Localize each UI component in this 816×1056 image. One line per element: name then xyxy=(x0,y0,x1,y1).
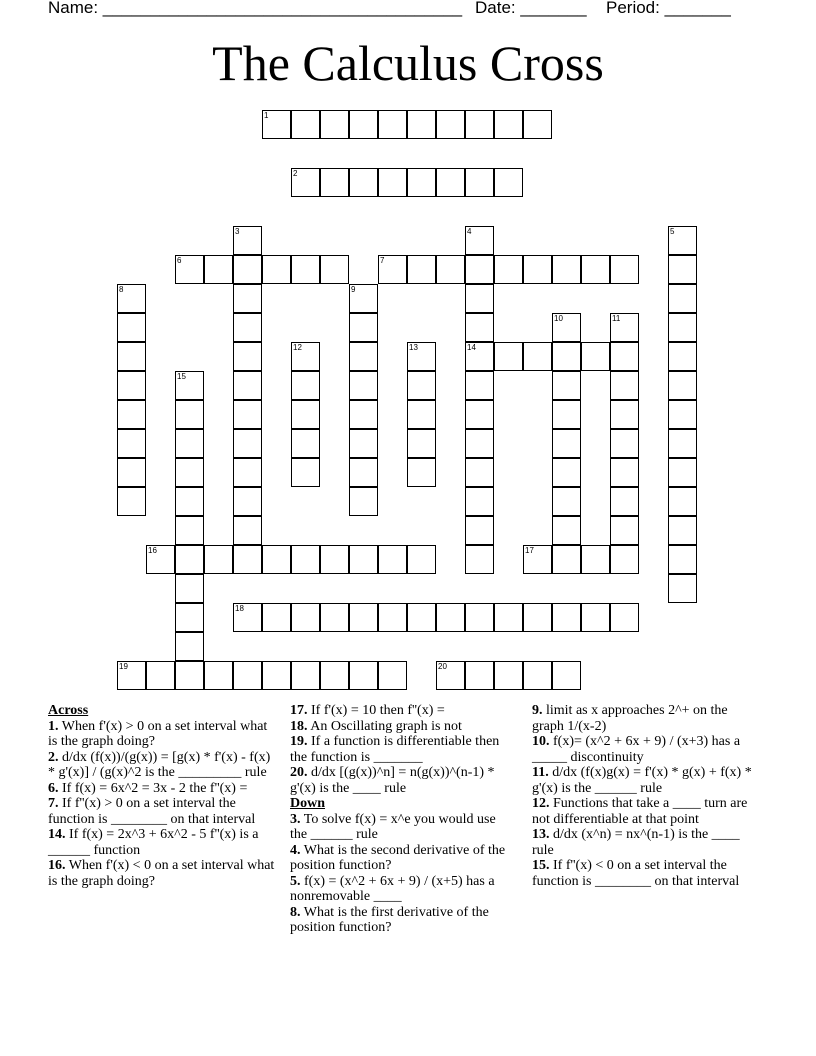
grid-cell[interactable] xyxy=(668,516,697,545)
grid-cell[interactable] xyxy=(552,516,581,545)
page-title: The Calculus Cross xyxy=(212,35,604,91)
grid-cell[interactable] xyxy=(117,313,146,342)
grid-cell[interactable] xyxy=(552,429,581,458)
grid-cell[interactable] xyxy=(465,603,494,632)
grid-cell[interactable] xyxy=(175,371,204,400)
grid-cell[interactable] xyxy=(291,458,320,487)
grid-cell[interactable] xyxy=(465,110,494,139)
grid-cell[interactable] xyxy=(465,284,494,313)
clue-number-label: 12. xyxy=(532,796,550,811)
grid-cell[interactable] xyxy=(320,110,349,139)
clue-item xyxy=(290,874,515,905)
grid-cell[interactable] xyxy=(407,168,436,197)
grid-cell[interactable] xyxy=(175,661,204,690)
grid-cell[interactable] xyxy=(523,110,552,139)
grid-cell[interactable] xyxy=(320,661,349,690)
grid-cell[interactable] xyxy=(349,661,378,690)
clue-number: 5 xyxy=(670,227,675,236)
grid-cell[interactable] xyxy=(291,255,320,284)
grid-cell[interactable] xyxy=(291,603,320,632)
grid-cell[interactable] xyxy=(407,400,436,429)
grid-cell[interactable] xyxy=(378,255,407,284)
grid-cell[interactable] xyxy=(494,603,523,632)
clue-item xyxy=(290,703,515,719)
clue-number: 2 xyxy=(293,169,298,178)
grid-cell[interactable] xyxy=(610,458,639,487)
grid-cell[interactable] xyxy=(349,400,378,429)
grid-cell[interactable] xyxy=(552,661,581,690)
clue-column-3 xyxy=(532,703,760,889)
clue-item xyxy=(48,827,278,858)
date-field[interactable]: Date: _______ xyxy=(475,0,587,17)
grid-cell[interactable] xyxy=(291,661,320,690)
grid-cell[interactable] xyxy=(146,545,175,574)
clue-number: 10 xyxy=(554,314,563,323)
grid-cell[interactable] xyxy=(291,342,320,371)
grid-cell[interactable] xyxy=(407,110,436,139)
grid-cell[interactable] xyxy=(233,545,262,574)
clue-number: 19 xyxy=(119,662,128,671)
grid-cell[interactable] xyxy=(436,661,465,690)
grid-cell[interactable] xyxy=(552,400,581,429)
grid-cell[interactable] xyxy=(465,342,494,371)
clue-number-label: 4. xyxy=(290,842,301,858)
grid-cell[interactable] xyxy=(436,603,465,632)
clue-text: What is the second derivative of the position function? xyxy=(290,842,506,873)
grid-cell[interactable] xyxy=(262,255,291,284)
clue-number-label: 11. xyxy=(532,765,549,780)
grid-cell[interactable] xyxy=(610,516,639,545)
grid-cell[interactable] xyxy=(349,545,378,574)
grid-cell[interactable] xyxy=(233,400,262,429)
grid-cell[interactable] xyxy=(146,661,175,690)
grid-cell[interactable] xyxy=(378,661,407,690)
grid-cell[interactable] xyxy=(233,342,262,371)
grid-cell[interactable] xyxy=(668,255,697,284)
grid-cell[interactable] xyxy=(610,255,639,284)
grid-cell[interactable] xyxy=(175,255,204,284)
grid-cell[interactable] xyxy=(349,284,378,313)
clue-text: If f''(x) < 0 on a set interval the function is ________ on that interval xyxy=(532,858,740,889)
grid-cell[interactable] xyxy=(175,400,204,429)
clue-number-label: 15. xyxy=(532,858,550,873)
clue-text: If f(x) = 2x^3 + 6x^2 - 5 f''(x) is a ______ function xyxy=(48,827,259,858)
clue-text: f(x)= (x^2 + 6x + 9) / (x+3) has a _____ discontinuity xyxy=(532,734,741,765)
clue-number: 9 xyxy=(351,285,356,294)
grid-cell[interactable] xyxy=(407,255,436,284)
clue-item xyxy=(290,905,515,936)
clue-number: 16 xyxy=(148,546,157,555)
grid-cell[interactable] xyxy=(465,255,494,284)
grid-cell[interactable] xyxy=(117,487,146,516)
grid-cell[interactable] xyxy=(610,487,639,516)
clue-number-label: 8. xyxy=(290,904,301,920)
clue-column-2 xyxy=(290,703,515,936)
grid-cell[interactable] xyxy=(552,342,581,371)
grid-cell[interactable] xyxy=(117,371,146,400)
clue-item xyxy=(532,703,760,734)
clue-number-label: 14. xyxy=(48,827,66,842)
grid-cell[interactable] xyxy=(610,313,639,342)
clue-number-label: 10. xyxy=(532,734,550,749)
grid-cell[interactable] xyxy=(465,487,494,516)
grid-cell[interactable] xyxy=(465,661,494,690)
grid-cell[interactable] xyxy=(552,371,581,400)
clue-text: Functions that take a ____ turn are not differentiable at that point xyxy=(532,796,748,827)
grid-cell[interactable] xyxy=(407,371,436,400)
clue-text: What is the first derivative of the position function? xyxy=(290,904,489,935)
clue-number-label: 3. xyxy=(290,811,301,827)
grid-cell[interactable] xyxy=(349,110,378,139)
grid-cell[interactable] xyxy=(523,603,552,632)
grid-cell[interactable] xyxy=(175,545,204,574)
grid-cell[interactable] xyxy=(407,545,436,574)
clue-text: If a function is differentiable then the function is _______ xyxy=(290,734,500,765)
grid-cell[interactable] xyxy=(668,342,697,371)
grid-cell[interactable] xyxy=(117,400,146,429)
grid-cell[interactable] xyxy=(465,226,494,255)
clue-text: d/dx (x^n) = nx^(n-1) is the ____ rule xyxy=(532,827,740,858)
grid-cell[interactable] xyxy=(610,429,639,458)
clue-item xyxy=(532,796,760,827)
clue-item xyxy=(532,734,760,765)
clue-number: 11 xyxy=(612,314,621,323)
grid-cell[interactable] xyxy=(320,255,349,284)
grid-cell[interactable] xyxy=(581,545,610,574)
grid-cell[interactable] xyxy=(552,313,581,342)
grid-cell[interactable] xyxy=(494,342,523,371)
grid-cell[interactable] xyxy=(291,371,320,400)
grid-cell[interactable] xyxy=(349,371,378,400)
grid-cell[interactable] xyxy=(175,632,204,661)
grid-cell[interactable] xyxy=(117,284,146,313)
grid-cell[interactable] xyxy=(668,226,697,255)
grid-cell[interactable] xyxy=(581,603,610,632)
clue-item xyxy=(48,719,278,750)
clue-number: 14 xyxy=(467,343,476,352)
grid-cell[interactable] xyxy=(349,168,378,197)
grid-cell[interactable] xyxy=(465,313,494,342)
grid-cell[interactable] xyxy=(668,545,697,574)
clue-text: If f(x) = 6x^2 = 3x - 2 the f''(x) = xyxy=(58,780,248,796)
grid-cell[interactable] xyxy=(552,603,581,632)
clue-item xyxy=(48,796,278,827)
grid-cell[interactable] xyxy=(233,458,262,487)
grid-cell[interactable] xyxy=(465,371,494,400)
grid-cell[interactable] xyxy=(233,371,262,400)
grid-cell[interactable] xyxy=(465,400,494,429)
grid-cell[interactable] xyxy=(552,545,581,574)
clue-number: 7 xyxy=(380,256,385,265)
grid-cell[interactable] xyxy=(204,255,233,284)
grid-cell[interactable] xyxy=(523,255,552,284)
grid-cell[interactable] xyxy=(436,255,465,284)
grid-cell[interactable] xyxy=(175,458,204,487)
grid-cell[interactable] xyxy=(349,429,378,458)
grid-cell[interactable] xyxy=(407,342,436,371)
clue-number: 1 xyxy=(264,111,269,120)
clue-number: 13 xyxy=(409,343,418,352)
grid-cell[interactable] xyxy=(610,371,639,400)
clue-text: If f''(x) > 0 on a set interval the function is ________ on that interval xyxy=(48,796,256,827)
grid-cell[interactable] xyxy=(175,574,204,603)
grid-cell[interactable] xyxy=(610,400,639,429)
clue-number-label: 7. xyxy=(48,796,59,811)
grid-cell[interactable] xyxy=(523,545,552,574)
clue-number-label: 1. xyxy=(48,718,59,734)
clue-number: 3 xyxy=(235,227,240,236)
grid-cell[interactable] xyxy=(291,429,320,458)
clue-number: 20 xyxy=(438,662,447,671)
clue-text: limit as x approaches 2^+ on the graph 1/(x-2) xyxy=(532,703,728,734)
grid-cell[interactable] xyxy=(262,110,291,139)
grid-cell[interactable] xyxy=(668,487,697,516)
grid-cell[interactable] xyxy=(233,516,262,545)
grid-cell[interactable] xyxy=(668,371,697,400)
grid-cell[interactable] xyxy=(117,429,146,458)
clue-item xyxy=(48,750,278,781)
clue-item xyxy=(48,858,278,889)
grid-cell[interactable] xyxy=(117,661,146,690)
grid-cell[interactable] xyxy=(262,661,291,690)
grid-cell[interactable] xyxy=(233,313,262,342)
clue-number: 15 xyxy=(177,372,186,381)
grid-cell[interactable] xyxy=(378,168,407,197)
clue-number: 6 xyxy=(177,256,182,265)
clue-text: If f'(x) = 10 then f''(x) = xyxy=(307,703,445,718)
grid-cell[interactable] xyxy=(494,661,523,690)
grid-cell[interactable] xyxy=(668,574,697,603)
grid-cell[interactable] xyxy=(552,487,581,516)
grid-cell[interactable] xyxy=(233,255,262,284)
grid-cell[interactable] xyxy=(291,400,320,429)
grid-cell[interactable] xyxy=(320,168,349,197)
grid-cell[interactable] xyxy=(581,342,610,371)
clue-text: An Oscillating graph is not xyxy=(307,718,462,734)
clue-number-label: 16. xyxy=(48,858,66,873)
clue-number-label: 5. xyxy=(290,873,301,889)
grid-cell[interactable] xyxy=(407,603,436,632)
clue-number: 12 xyxy=(293,343,302,352)
clue-number: 8 xyxy=(119,285,124,294)
clue-item xyxy=(532,827,760,858)
grid-cell[interactable] xyxy=(436,168,465,197)
clue-number: 17 xyxy=(525,546,534,555)
period-field[interactable]: Period: _______ xyxy=(606,0,731,17)
clue-number-label: 2. xyxy=(48,749,59,765)
grid-cell[interactable] xyxy=(204,545,233,574)
grid-cell[interactable] xyxy=(378,603,407,632)
clue-text: When f'(x) > 0 on a set interval what is the graph doing? xyxy=(48,718,268,749)
grid-cell[interactable] xyxy=(349,342,378,371)
grid-cell[interactable] xyxy=(407,458,436,487)
clue-item xyxy=(290,734,515,765)
grid-cell[interactable] xyxy=(552,458,581,487)
grid-cell[interactable] xyxy=(349,487,378,516)
grid-cell[interactable] xyxy=(552,255,581,284)
grid-cell[interactable] xyxy=(378,545,407,574)
grid-cell[interactable] xyxy=(668,284,697,313)
grid-cell[interactable] xyxy=(233,429,262,458)
grid-cell[interactable] xyxy=(465,516,494,545)
grid-cell[interactable] xyxy=(349,313,378,342)
grid-cell[interactable] xyxy=(465,429,494,458)
grid-cell[interactable] xyxy=(291,110,320,139)
grid-cell[interactable] xyxy=(465,168,494,197)
grid-cell[interactable] xyxy=(233,661,262,690)
grid-cell[interactable] xyxy=(436,110,465,139)
clue-item xyxy=(290,719,515,735)
grid-cell[interactable] xyxy=(494,168,523,197)
grid-cell[interactable] xyxy=(291,545,320,574)
grid-cell[interactable] xyxy=(175,429,204,458)
grid-cell[interactable] xyxy=(668,458,697,487)
clue-number-label: 9. xyxy=(532,703,543,718)
clue-text: d/dx [(g(x))^n] = n(g(x))^(n-1) * g'(x) is the ____ rule xyxy=(290,765,495,796)
grid-cell[interactable] xyxy=(204,661,233,690)
clue-number-label: 19. xyxy=(290,734,308,749)
grid-cell[interactable] xyxy=(291,168,320,197)
clue-column-1 xyxy=(48,703,278,889)
grid-cell[interactable] xyxy=(610,342,639,371)
grid-cell[interactable] xyxy=(581,255,610,284)
grid-cell[interactable] xyxy=(175,516,204,545)
grid-cell[interactable] xyxy=(349,458,378,487)
grid-cell[interactable] xyxy=(465,545,494,574)
clue-text: To solve f(x) = x^e you would use the ______ rule xyxy=(290,811,496,842)
grid-cell[interactable] xyxy=(494,110,523,139)
down-heading: Down xyxy=(290,796,326,811)
grid-cell[interactable] xyxy=(407,429,436,458)
grid-cell[interactable] xyxy=(523,342,552,371)
grid-cell[interactable] xyxy=(668,313,697,342)
clue-item xyxy=(532,858,760,889)
clue-text: f(x) = (x^2 + 6x + 9) / (x+5) has a nonremovable ____ xyxy=(290,873,495,904)
clue-number: 18 xyxy=(235,604,244,613)
grid-cell[interactable] xyxy=(233,487,262,516)
grid-cell[interactable] xyxy=(233,603,262,632)
clue-number-label: 6. xyxy=(48,780,59,796)
clue-item xyxy=(290,812,515,843)
clue-item xyxy=(48,781,278,797)
grid-cell[interactable] xyxy=(320,545,349,574)
clue-item xyxy=(290,843,515,874)
grid-cell[interactable] xyxy=(117,458,146,487)
grid-cell[interactable] xyxy=(262,603,291,632)
clue-text: d/dx (f(x)g(x) = f'(x) * g(x) + f(x) * g'(x) is the ______ rule xyxy=(532,765,752,796)
grid-cell[interactable] xyxy=(378,110,407,139)
grid-cell[interactable] xyxy=(523,661,552,690)
name-field[interactable]: Name: ______________________________________ xyxy=(48,0,463,17)
clue-number-label: 13. xyxy=(532,827,550,842)
grid-cell[interactable] xyxy=(262,545,291,574)
grid-cell[interactable] xyxy=(494,255,523,284)
clue-number: 4 xyxy=(467,227,472,236)
clue-number-label: 17. xyxy=(290,703,308,718)
grid-cell[interactable] xyxy=(175,603,204,632)
across-heading: Across xyxy=(48,703,89,718)
grid-cell[interactable] xyxy=(610,603,639,632)
grid-cell[interactable] xyxy=(610,545,639,574)
grid-cell[interactable] xyxy=(349,603,378,632)
clue-item xyxy=(532,765,760,796)
grid-cell[interactable] xyxy=(320,603,349,632)
grid-cell[interactable] xyxy=(465,458,494,487)
clue-item xyxy=(290,765,515,796)
clue-text: When f'(x) < 0 on a set interval what is the graph doing? xyxy=(48,858,275,889)
clue-number-label: 20. xyxy=(290,765,308,780)
grid-cell[interactable] xyxy=(668,429,697,458)
clue-text: d/dx (f(x))/(g(x)) = [g(x) * f'(x) - f(x) * g'(x)] / (g(x)^2 is the _________ rule xyxy=(48,749,271,780)
grid-cell[interactable] xyxy=(233,284,262,313)
grid-cell[interactable] xyxy=(668,400,697,429)
grid-cell[interactable] xyxy=(233,226,262,255)
grid-cell[interactable] xyxy=(117,342,146,371)
clue-number-label: 18. xyxy=(290,718,308,734)
grid-cell[interactable] xyxy=(175,487,204,516)
